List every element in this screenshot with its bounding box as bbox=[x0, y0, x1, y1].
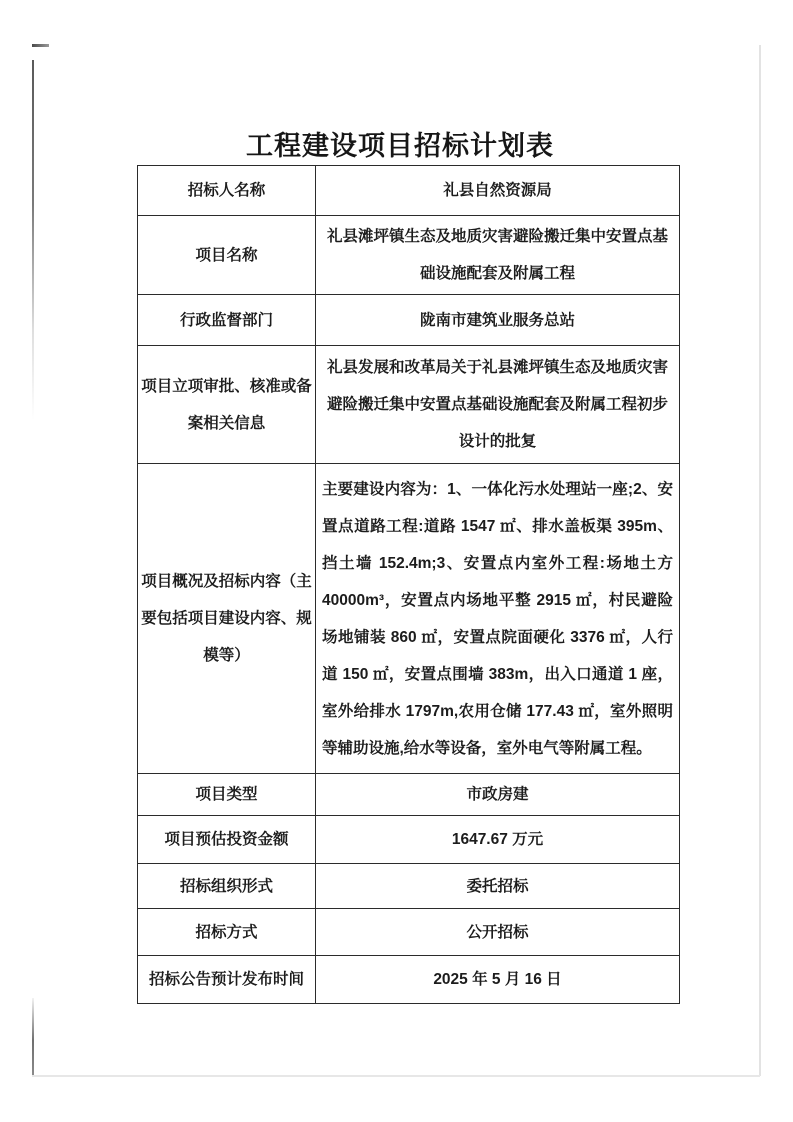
scan-artifact-left-edge-top bbox=[32, 60, 34, 420]
row-label-supervision-department: 行政监督部门 bbox=[138, 295, 316, 346]
row-value-project-type: 市政房建 bbox=[316, 774, 680, 816]
table-row-approval-info bbox=[138, 346, 680, 464]
row-value-approval-info: 礼县发展和改革局关于礼县滩坪镇生态及地质灾害避险搬迁集中安置点基础设施配套及附属工程初步设计的批复 bbox=[316, 346, 680, 464]
bidding-plan-table bbox=[137, 165, 680, 1004]
row-label-tenderer-name: 招标人名称 bbox=[138, 166, 316, 216]
row-value-project-name: 礼县滩坪镇生态及地质灾害避险搬迁集中安置点基础设施配套及附属工程 bbox=[316, 216, 680, 295]
row-label-estimated-investment: 项目预估投资金额 bbox=[138, 816, 316, 864]
table-row-bidding-method bbox=[138, 909, 680, 956]
row-label-organization-form: 招标组织形式 bbox=[138, 864, 316, 909]
table-row-project-overview bbox=[138, 464, 680, 774]
row-label-project-name: 项目名称 bbox=[138, 216, 316, 295]
scan-artifact-left-edge-bottom bbox=[32, 998, 34, 1075]
row-label-announcement-date: 招标公告预计发布时间 bbox=[138, 956, 316, 1004]
row-value-organization-form: 委托招标 bbox=[316, 864, 680, 909]
row-value-estimated-investment: 1647.67 万元 bbox=[316, 816, 680, 864]
row-label-approval-info: 项目立项审批、核准或备案相关信息 bbox=[138, 346, 316, 464]
row-label-project-type: 项目类型 bbox=[138, 774, 316, 816]
row-value-project-overview: 主要建设内容为：1、一体化污水处理站一座;2、安置点道路工程:道路 1547 ㎡、排水盖板渠 395m、挡土墙 152.4m;3、安置点内室外工程:场地土方 40000m³，安置点内场地平整 2915 ㎡，村民避险场地铺装 860 ㎡，安置点院面硬化 3376 ㎡，人行道 150 ㎡，安置点围墙 383m，出入口通道 1 座，室外给排水 1797m,农用仓储 177.43 ㎡，室外照明等辅助设施,给水等设备，室外电气等附属工程。 bbox=[316, 464, 680, 774]
row-value-tenderer-name: 礼县自然资源局 bbox=[316, 166, 680, 216]
table-row-project-type bbox=[138, 774, 680, 816]
table-row-organization-form bbox=[138, 864, 680, 909]
document-title: 工程建设项目招标计划表 bbox=[246, 131, 554, 161]
row-value-announcement-date: 2025 年 5 月 16 日 bbox=[316, 956, 680, 1004]
scan-artifact-bottom-edge bbox=[32, 1075, 760, 1077]
table-row-tenderer-name bbox=[138, 166, 680, 216]
table-row-estimated-investment bbox=[138, 816, 680, 864]
table-row-project-name bbox=[138, 216, 680, 295]
table-row-supervision-department bbox=[138, 295, 680, 346]
row-label-project-overview: 项目概况及招标内容（主要包括项目建设内容、规模等） bbox=[138, 464, 316, 774]
table-row-announcement-date bbox=[138, 956, 680, 1004]
scan-artifact-top-left-dash bbox=[32, 44, 49, 47]
scan-artifact-right-edge bbox=[759, 45, 761, 1076]
row-value-bidding-method: 公开招标 bbox=[316, 909, 680, 956]
row-label-bidding-method: 招标方式 bbox=[138, 909, 316, 956]
row-value-supervision-department: 陇南市建筑业服务总站 bbox=[316, 295, 680, 346]
